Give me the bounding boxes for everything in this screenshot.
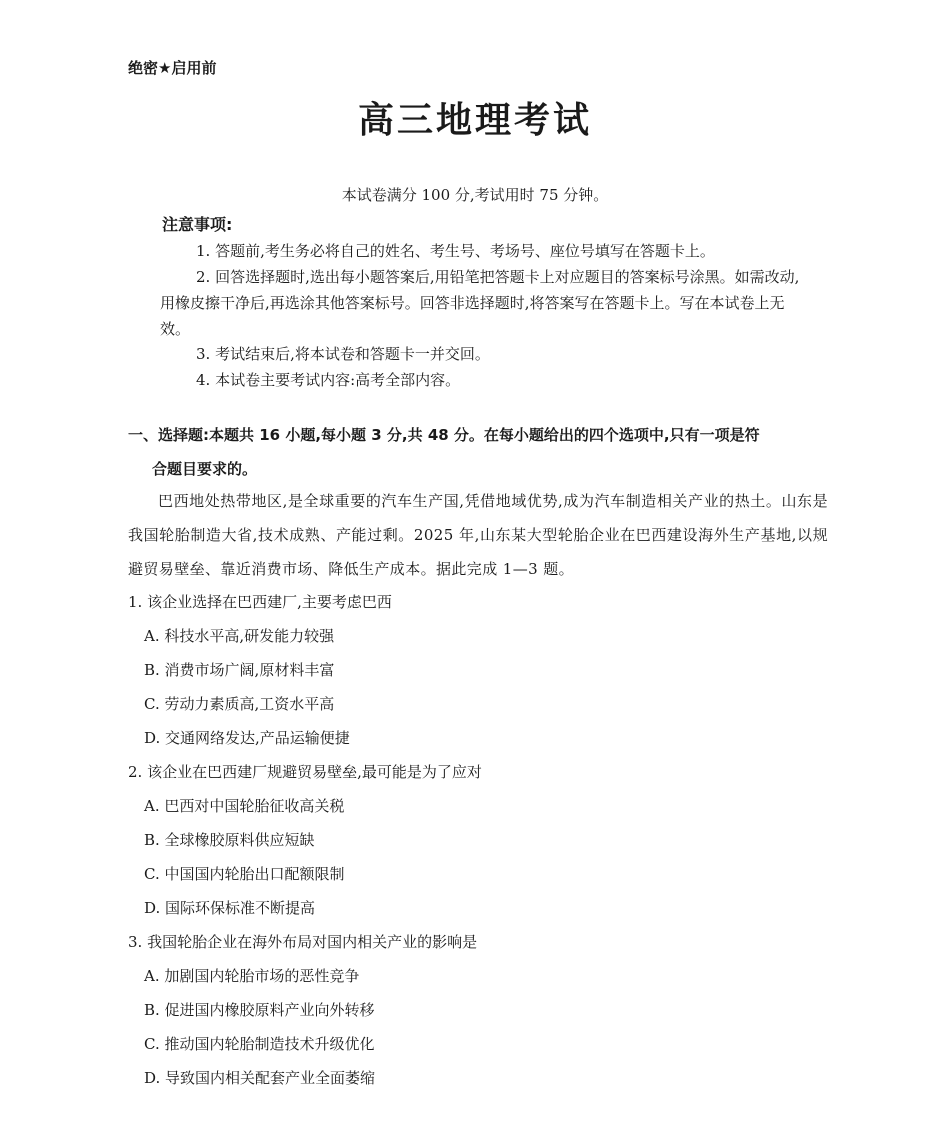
- confidential-label: 绝密★启用前: [128, 59, 217, 77]
- option: A. 巴西对中国轮胎征收高关税: [144, 797, 345, 815]
- option: D. 导致国内相关配套产业全面萎缩: [144, 1069, 376, 1087]
- exam-meta: 本试卷满分 100 分,考试用时 75 分钟。: [341, 186, 609, 204]
- option: C. 劳动力素质高,工资水平高: [144, 695, 335, 713]
- notice-item: 2. 回答选择题时,选出每小题答案后,用铅笔把答题卡上对应题目的答案标号涂黑。如需改动,用橡皮擦干净后,再选涂其他答案标号。回答非选择题时,将答案写在答题卡上。写在本试卷上无效。: [160, 268, 800, 338]
- section-heading-line: 合题目要求的。: [152, 460, 258, 478]
- notice-heading: 注意事项:: [162, 215, 233, 234]
- option: A. 加剧国内轮胎市场的恶性竞争: [144, 967, 360, 985]
- option: C. 推动国内轮胎制造技术升级优化: [144, 1035, 375, 1053]
- option: B. 促进国内橡胶原料产业向外转移: [144, 1001, 375, 1019]
- question-stem: 3. 我国轮胎企业在海外布局对国内相关产业的影响是: [128, 933, 478, 951]
- question-stem: 1. 该企业选择在巴西建厂,主要考虑巴西: [128, 593, 392, 611]
- page-title: 高三地理考试: [357, 100, 592, 141]
- section-heading-line: 一、选择题:本题共 16 小题,每小题 3 分,共 48 分。在每小题给出的四个选项中,只有一项是符: [128, 426, 760, 444]
- section-heading: [128, 418, 828, 486]
- option: A. 科技水平高,研发能力较强: [144, 627, 335, 645]
- option: D. 国际环保标准不断提高: [144, 899, 316, 917]
- option: B. 全球橡胶原料供应短缺: [144, 831, 315, 849]
- question-stem: 2. 该企业在巴西建厂规避贸易壁垒,最可能是为了应对: [128, 763, 482, 781]
- notice-item: 1. 答题前,考生务必将自己的姓名、考生号、考场号、座位号填写在答题卡上。: [196, 242, 715, 260]
- notice-item: 4. 本试卷主要考试内容:高考全部内容。: [196, 371, 461, 389]
- option: B. 消费市场广阔,原材料丰富: [144, 661, 335, 679]
- option: D. 交通网络发达,产品运输便捷: [144, 729, 350, 747]
- reading-passage: 巴西地处热带地区,是全球重要的汽车生产国,凭借地域优势,成为汽车制造相关产业的热土。山东是我国轮胎制造大省,技术成熟、产能过剩。2025 年,山东某大型轮胎企业在巴西建设海外生产基地,以规避贸易壁垒、靠近消费市场、降低生产成本。据此完成 1—3 题。: [128, 492, 828, 578]
- notice-item: 3. 考试结束后,将本试卷和答题卡一并交回。: [196, 345, 490, 363]
- option: C. 中国国内轮胎出口配额限制: [144, 865, 345, 883]
